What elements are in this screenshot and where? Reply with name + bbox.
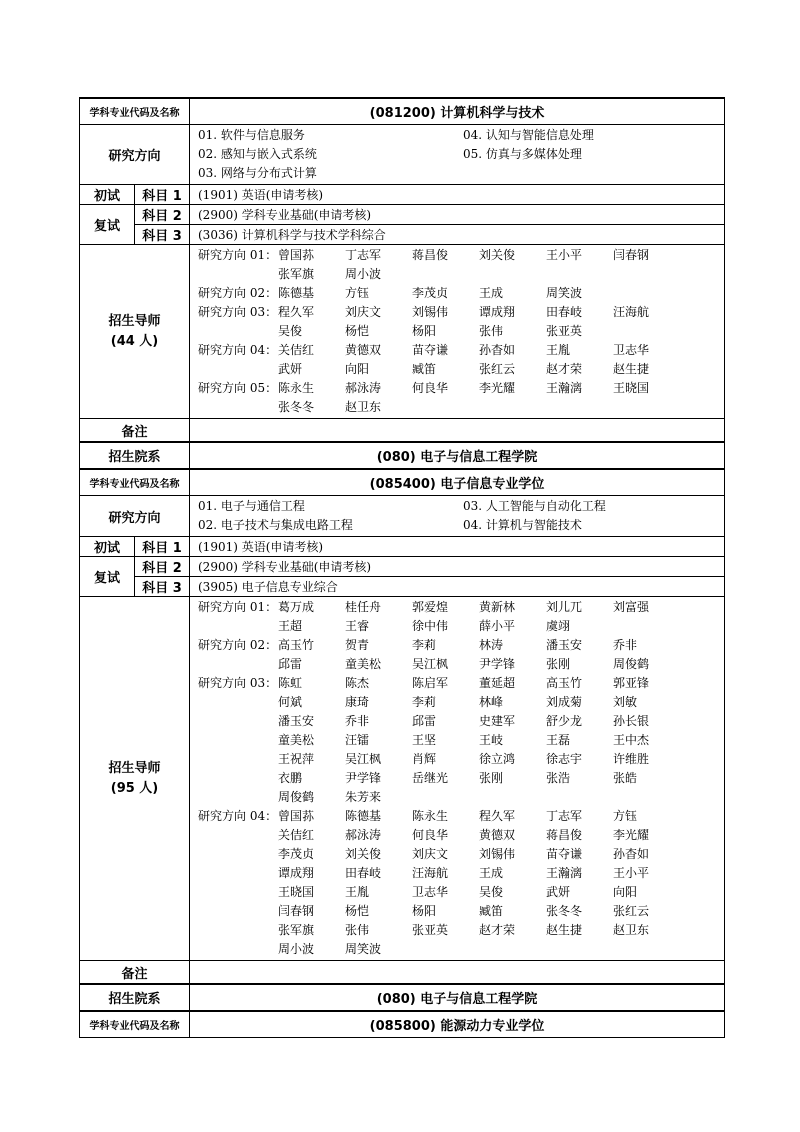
advisor-name: 刘关俊 bbox=[345, 847, 382, 861]
advisor-name: 李莉 bbox=[412, 638, 437, 652]
advisors-cell bbox=[190, 597, 725, 961]
advisor-name: 何良华 bbox=[412, 381, 449, 395]
advisor-name: 张军旗 bbox=[278, 923, 315, 937]
advisor-line bbox=[198, 341, 716, 360]
advisor-name: 王磊 bbox=[546, 733, 571, 747]
remarks-label: 备注 bbox=[80, 961, 190, 985]
research-direction-item: 04. 计算机与智能技术 bbox=[463, 518, 582, 532]
advisor-name: 周小波 bbox=[345, 267, 382, 281]
advisor-name bbox=[613, 284, 680, 303]
advisor-name: 何良华 bbox=[412, 828, 449, 842]
advisor-name: 王成 bbox=[479, 866, 504, 880]
research-direction-item: 04. 认知与智能信息处理 bbox=[463, 128, 594, 142]
program-code-label: 学科专业代码及名称 bbox=[80, 1011, 190, 1038]
subject-1-value: (1901) 英语(申请考核) bbox=[190, 185, 725, 205]
research-directions-label: 研究方向 bbox=[80, 496, 190, 537]
advisor-direction-label bbox=[198, 921, 278, 940]
advisor-name: 张刚 bbox=[479, 771, 504, 785]
advisor-direction-label: 研究方向 02： bbox=[198, 638, 278, 652]
advisor-name bbox=[479, 940, 546, 959]
advisor-name bbox=[546, 788, 613, 807]
advisor-name bbox=[613, 398, 680, 417]
advisor-name: 李茂贞 bbox=[278, 847, 315, 861]
admissions-table bbox=[79, 97, 725, 1038]
advisor-name bbox=[613, 322, 680, 341]
advisor-name: 李光耀 bbox=[479, 381, 516, 395]
advisor-line bbox=[198, 360, 716, 379]
advisor-name: 董延超 bbox=[479, 676, 516, 690]
advisor-name: 林涛 bbox=[479, 638, 504, 652]
advisors-label: 招生导师 bbox=[108, 760, 161, 776]
advisor-name: 尹学锋 bbox=[479, 657, 516, 671]
advisor-name: 王晓国 bbox=[613, 381, 650, 395]
subject-2-label: 科目 2 bbox=[135, 205, 190, 225]
advisor-name: 田春岐 bbox=[345, 866, 382, 880]
advisor-name bbox=[412, 940, 479, 959]
advisor-name: 何斌 bbox=[278, 695, 303, 709]
advisor-name: 王晓国 bbox=[278, 885, 315, 899]
advisor-name bbox=[412, 265, 479, 284]
advisor-direction-label bbox=[198, 864, 278, 883]
advisor-name: 虞翊 bbox=[546, 619, 571, 633]
advisor-name bbox=[546, 940, 613, 959]
subject-2-value: (2900) 学科专业基础(申请考核) bbox=[190, 205, 725, 225]
advisors-cell bbox=[190, 245, 725, 419]
advisor-name: 王超 bbox=[278, 619, 303, 633]
advisor-name: 乔非 bbox=[613, 638, 638, 652]
advisor-name: 张亚英 bbox=[412, 923, 449, 937]
advisor-line bbox=[198, 902, 716, 921]
subject-2-value: (2900) 学科专业基础(申请考核) bbox=[190, 557, 725, 577]
department-label: 招生院系 bbox=[80, 442, 190, 469]
advisor-name: 关佶红 bbox=[278, 828, 315, 842]
advisor-name: 王瀚漓 bbox=[546, 866, 583, 880]
advisor-name: 高玉竹 bbox=[546, 676, 583, 690]
advisor-direction-label bbox=[198, 940, 278, 959]
advisor-name: 舒少龙 bbox=[546, 714, 583, 728]
advisor-direction-label bbox=[198, 712, 278, 731]
exam-initial-label: 初试 bbox=[80, 185, 135, 205]
advisor-name: 陈德基 bbox=[345, 809, 382, 823]
advisor-name: 武妍 bbox=[546, 885, 571, 899]
advisor-line bbox=[198, 398, 716, 417]
advisor-name: 刘庆文 bbox=[412, 847, 449, 861]
remarks-row bbox=[80, 961, 725, 985]
advisor-name: 徐中伟 bbox=[412, 619, 449, 633]
advisor-name: 郝泳涛 bbox=[345, 828, 382, 842]
advisor-line bbox=[198, 598, 716, 617]
advisor-direction-label bbox=[198, 883, 278, 902]
advisor-line bbox=[198, 921, 716, 940]
advisor-name: 刘敏 bbox=[613, 695, 638, 709]
advisor-name: 王胤 bbox=[546, 343, 571, 357]
advisor-line bbox=[198, 693, 716, 712]
advisor-line bbox=[198, 769, 716, 788]
advisor-name: 刘关俊 bbox=[479, 248, 516, 262]
advisor-name: 周小波 bbox=[278, 942, 315, 956]
advisor-name: 王岐 bbox=[479, 733, 504, 747]
advisor-name: 刘富强 bbox=[613, 600, 650, 614]
advisor-name: 邱雷 bbox=[412, 714, 437, 728]
advisor-direction-label: 研究方向 02： bbox=[198, 286, 278, 300]
program-header-row bbox=[80, 1011, 725, 1038]
advisor-name: 丁志军 bbox=[345, 248, 382, 262]
remarks-value bbox=[190, 961, 725, 985]
advisor-name: 陈虹 bbox=[278, 676, 303, 690]
advisor-name: 郝泳涛 bbox=[345, 381, 382, 395]
research-directions-cell bbox=[190, 496, 725, 537]
advisor-name: 潘玉安 bbox=[546, 638, 583, 652]
advisor-line bbox=[198, 265, 716, 284]
advisor-name: 赵卫东 bbox=[613, 923, 650, 937]
advisor-name: 康琦 bbox=[345, 695, 370, 709]
advisor-line bbox=[198, 807, 716, 826]
advisor-name: 朱芳来 bbox=[345, 790, 382, 804]
subject-1-value: (1901) 英语(申请考核) bbox=[190, 537, 725, 557]
advisor-line bbox=[198, 750, 716, 769]
advisor-name: 黄德双 bbox=[345, 343, 382, 357]
remarks-value bbox=[190, 419, 725, 443]
advisor-name: 赵生捷 bbox=[546, 923, 583, 937]
advisor-name: 臧笛 bbox=[412, 362, 437, 376]
remarks-label: 备注 bbox=[80, 419, 190, 443]
advisor-name: 肖辉 bbox=[412, 752, 437, 766]
advisor-name: 孙杳如 bbox=[613, 847, 650, 861]
research-direction-item bbox=[463, 164, 703, 183]
advisor-name: 张浩 bbox=[546, 771, 571, 785]
advisor-name: 衣鹏 bbox=[278, 771, 303, 785]
exam-initial-label: 初试 bbox=[80, 537, 135, 557]
advisor-name bbox=[546, 265, 613, 284]
advisor-direction-label bbox=[198, 655, 278, 674]
advisors-count: (44 人) bbox=[110, 333, 159, 349]
advisor-line bbox=[198, 826, 716, 845]
advisor-line bbox=[198, 379, 716, 398]
advisor-name: 赵才荣 bbox=[479, 923, 516, 937]
research-directions-list bbox=[190, 125, 724, 184]
advisor-name: 张刚 bbox=[546, 657, 571, 671]
subject-1-label: 科目 1 bbox=[135, 537, 190, 557]
advisor-name bbox=[613, 265, 680, 284]
advisor-name: 汪海航 bbox=[412, 866, 449, 880]
advisor-name: 岳继光 bbox=[412, 771, 449, 785]
subject-2-label: 科目 2 bbox=[135, 557, 190, 577]
subject-3-label: 科目 3 bbox=[135, 577, 190, 597]
advisor-name bbox=[613, 617, 680, 636]
advisor-name: 童美松 bbox=[278, 733, 315, 747]
advisor-name: 刘儿兀 bbox=[546, 600, 583, 614]
research-directions-row bbox=[80, 496, 725, 537]
advisor-name: 张红云 bbox=[479, 362, 516, 376]
advisor-name: 王祝萍 bbox=[278, 752, 315, 766]
advisor-line bbox=[198, 845, 716, 864]
department-name: (080) 电子与信息工程学院 bbox=[190, 442, 725, 469]
advisor-name: 关佶红 bbox=[278, 343, 315, 357]
advisor-name: 葛万成 bbox=[278, 600, 315, 614]
research-directions-row bbox=[80, 125, 725, 185]
program-header-row bbox=[80, 98, 725, 125]
advisors-count: (95 人) bbox=[110, 780, 159, 796]
advisor-line bbox=[198, 284, 716, 303]
advisor-name: 王坚 bbox=[412, 733, 437, 747]
advisor-line bbox=[198, 655, 716, 674]
advisor-name bbox=[613, 940, 680, 959]
advisor-name: 孙长银 bbox=[613, 714, 650, 728]
advisor-name: 周笑波 bbox=[345, 942, 382, 956]
advisor-direction-label: 研究方向 03： bbox=[198, 676, 278, 690]
advisors-label: 招生导师 bbox=[108, 313, 161, 329]
advisor-name bbox=[412, 788, 479, 807]
advisor-name: 曾国荪 bbox=[278, 248, 315, 262]
advisor-name: 童美松 bbox=[345, 657, 382, 671]
program-code-name: (081200) 计算机科学与技术 bbox=[190, 98, 725, 125]
advisor-name: 尹学锋 bbox=[345, 771, 382, 785]
advisor-name: 张红云 bbox=[613, 904, 650, 918]
advisor-line bbox=[198, 246, 716, 265]
advisor-direction-label bbox=[198, 769, 278, 788]
advisor-line bbox=[198, 617, 716, 636]
admissions-table-body bbox=[80, 98, 725, 1038]
advisor-name: 李茂贞 bbox=[412, 286, 449, 300]
program-header-row bbox=[80, 469, 725, 496]
subject-1-label: 科目 1 bbox=[135, 185, 190, 205]
advisor-name: 杨恺 bbox=[345, 324, 370, 338]
advisor-name bbox=[412, 398, 479, 417]
advisor-name: 潘玉安 bbox=[278, 714, 315, 728]
advisor-line bbox=[198, 883, 716, 902]
advisor-direction-label: 研究方向 04： bbox=[198, 809, 278, 823]
exam-retest-label: 复试 bbox=[80, 205, 135, 245]
advisor-name: 乔非 bbox=[345, 714, 370, 728]
advisor-direction-label bbox=[198, 845, 278, 864]
advisor-name: 张冬冬 bbox=[546, 904, 583, 918]
research-direction-item: 02. 感知与嵌入式系统 bbox=[198, 147, 317, 161]
advisor-line bbox=[198, 864, 716, 883]
program-code-label: 学科专业代码及名称 bbox=[80, 98, 190, 125]
advisor-name: 卫志华 bbox=[613, 343, 650, 357]
advisor-name: 王中杰 bbox=[613, 733, 650, 747]
program-code-name: (085400) 电子信息专业学位 bbox=[190, 469, 725, 496]
department-name: (080) 电子与信息工程学院 bbox=[190, 984, 725, 1011]
advisor-name: 吴俊 bbox=[278, 324, 303, 338]
advisor-name: 刘成菊 bbox=[546, 695, 583, 709]
remarks-row bbox=[80, 419, 725, 443]
subject-3-value: (3905) 电子信息专业综合 bbox=[190, 577, 725, 597]
advisor-name: 黄新林 bbox=[479, 600, 516, 614]
advisor-direction-label: 研究方向 01： bbox=[198, 600, 278, 614]
advisor-direction-label bbox=[198, 788, 278, 807]
advisor-name bbox=[613, 788, 680, 807]
advisor-name: 陈德基 bbox=[278, 286, 315, 300]
advisor-name: 刘锡伟 bbox=[479, 847, 516, 861]
advisor-name: 王睿 bbox=[345, 619, 370, 633]
advisor-name bbox=[479, 788, 546, 807]
advisor-name: 武妍 bbox=[278, 362, 303, 376]
advisor-direction-label: 研究方向 04： bbox=[198, 343, 278, 357]
advisor-name bbox=[479, 398, 546, 417]
advisor-name: 陈永生 bbox=[278, 381, 315, 395]
advisors-row bbox=[80, 597, 725, 961]
advisor-name: 赵卫东 bbox=[345, 400, 382, 414]
program-code-name: (085800) 能源动力专业学位 bbox=[190, 1011, 725, 1038]
department-row bbox=[80, 984, 725, 1011]
advisor-name: 吴江枫 bbox=[412, 657, 449, 671]
advisor-name: 周笑波 bbox=[546, 286, 583, 300]
subject-3-value: (3036) 计算机科学与技术学科综合 bbox=[190, 225, 725, 245]
advisor-name: 郭爱煌 bbox=[412, 600, 449, 614]
advisor-name: 许维胜 bbox=[613, 752, 650, 766]
advisor-name: 桂任舟 bbox=[345, 600, 382, 614]
advisor-name: 陈启军 bbox=[412, 676, 449, 690]
advisor-name: 周俊鹤 bbox=[613, 657, 650, 671]
department-row bbox=[80, 442, 725, 469]
advisor-name: 田春岐 bbox=[546, 305, 583, 319]
exam-retest-row bbox=[80, 205, 725, 225]
advisor-name: 陈永生 bbox=[412, 809, 449, 823]
advisor-name: 向阳 bbox=[613, 885, 638, 899]
advisor-name: 汪镭 bbox=[345, 733, 370, 747]
advisor-direction-label bbox=[198, 902, 278, 921]
advisor-list bbox=[190, 245, 724, 418]
advisor-name: 程久军 bbox=[479, 809, 516, 823]
research-direction-item: 01. 电子与通信工程 bbox=[198, 499, 305, 513]
advisor-direction-label bbox=[198, 617, 278, 636]
advisor-direction-label bbox=[198, 265, 278, 284]
advisor-name: 薛小平 bbox=[479, 619, 516, 633]
advisor-name: 蒋昌俊 bbox=[412, 248, 449, 262]
exam-initial-row bbox=[80, 185, 725, 205]
advisor-name: 方钰 bbox=[345, 286, 370, 300]
advisor-name: 蒋昌俊 bbox=[546, 828, 583, 842]
advisor-name: 赵才荣 bbox=[546, 362, 583, 376]
advisor-name: 张亚英 bbox=[546, 324, 583, 338]
advisor-name: 苗夺谦 bbox=[412, 343, 449, 357]
advisor-name: 汪海航 bbox=[613, 305, 650, 319]
advisor-name: 贺青 bbox=[345, 638, 370, 652]
advisor-name: 黄德双 bbox=[479, 828, 516, 842]
advisor-name: 吴俊 bbox=[479, 885, 504, 899]
advisor-direction-label bbox=[198, 826, 278, 845]
program-code-label: 学科专业代码及名称 bbox=[80, 469, 190, 496]
exam-retest-row bbox=[80, 557, 725, 577]
advisor-list bbox=[190, 597, 724, 960]
research-directions-list bbox=[190, 496, 724, 536]
research-direction-item: 05. 仿真与多媒体处理 bbox=[463, 147, 582, 161]
advisor-name: 苗夺谦 bbox=[546, 847, 583, 861]
advisor-name: 李莉 bbox=[412, 695, 437, 709]
advisor-name: 王胤 bbox=[345, 885, 370, 899]
exam-retest-row bbox=[80, 577, 725, 597]
advisor-name: 刘锡伟 bbox=[412, 305, 449, 319]
exam-retest-row bbox=[80, 225, 725, 245]
research-direction-item: 03. 人工智能与自动化工程 bbox=[463, 499, 606, 513]
advisor-line bbox=[198, 940, 716, 959]
advisors-row bbox=[80, 245, 725, 419]
advisor-name: 程久军 bbox=[278, 305, 315, 319]
advisor-name: 张冬冬 bbox=[278, 400, 315, 414]
advisor-direction-label bbox=[198, 693, 278, 712]
advisor-name: 杨阳 bbox=[412, 904, 437, 918]
advisor-name: 刘庆文 bbox=[345, 305, 382, 319]
advisor-name: 徐志宇 bbox=[546, 752, 583, 766]
advisor-name: 谭成翔 bbox=[278, 866, 315, 880]
advisor-name: 闫春钢 bbox=[613, 248, 650, 262]
research-direction-item: 01. 软件与信息服务 bbox=[198, 128, 305, 142]
advisor-name: 孙杳如 bbox=[479, 343, 516, 357]
advisor-name: 王小平 bbox=[613, 866, 650, 880]
advisor-name: 史建军 bbox=[479, 714, 516, 728]
advisor-line bbox=[198, 788, 716, 807]
research-directions-label: 研究方向 bbox=[80, 125, 190, 185]
advisor-name: 吴江枫 bbox=[345, 752, 382, 766]
advisor-name: 赵生捷 bbox=[613, 362, 650, 376]
advisor-direction-label: 研究方向 05： bbox=[198, 381, 278, 395]
advisor-name: 郭亚锋 bbox=[613, 676, 650, 690]
research-direction-item: 03. 网络与分布式计算 bbox=[198, 166, 317, 180]
advisor-name: 谭成翔 bbox=[479, 305, 516, 319]
advisor-name: 方钰 bbox=[613, 809, 638, 823]
advisor-name: 王小平 bbox=[546, 248, 583, 262]
advisor-name: 林峰 bbox=[479, 695, 504, 709]
advisor-name: 丁志军 bbox=[546, 809, 583, 823]
research-directions-cell bbox=[190, 125, 725, 185]
advisor-line bbox=[198, 322, 716, 341]
advisor-direction-label bbox=[198, 731, 278, 750]
exam-initial-row bbox=[80, 537, 725, 557]
advisor-name: 向阳 bbox=[345, 362, 370, 376]
advisor-direction-label bbox=[198, 398, 278, 417]
advisor-name: 卫志华 bbox=[412, 885, 449, 899]
exam-retest-label: 复试 bbox=[80, 557, 135, 597]
advisor-name: 张军旗 bbox=[278, 267, 315, 281]
advisor-name: 张伟 bbox=[345, 923, 370, 937]
advisor-direction-label bbox=[198, 360, 278, 379]
advisor-line bbox=[198, 731, 716, 750]
advisor-direction-label: 研究方向 03： bbox=[198, 305, 278, 319]
advisor-name: 臧笛 bbox=[479, 904, 504, 918]
advisor-direction-label bbox=[198, 750, 278, 769]
advisor-name: 张皓 bbox=[613, 771, 638, 785]
advisor-line bbox=[198, 303, 716, 322]
advisor-name: 李光耀 bbox=[613, 828, 650, 842]
advisor-name: 闫春钢 bbox=[278, 904, 315, 918]
advisor-name: 陈杰 bbox=[345, 676, 370, 690]
research-direction-item: 02. 电子技术与集成电路工程 bbox=[198, 518, 353, 532]
advisors-label-cell bbox=[80, 597, 190, 961]
subject-3-label: 科目 3 bbox=[135, 225, 190, 245]
advisor-name: 曾国荪 bbox=[278, 809, 315, 823]
advisor-name: 王瀚漓 bbox=[546, 381, 583, 395]
department-label: 招生院系 bbox=[80, 984, 190, 1011]
advisor-line bbox=[198, 636, 716, 655]
advisor-name: 杨阳 bbox=[412, 324, 437, 338]
advisor-direction-label: 研究方向 01： bbox=[198, 248, 278, 262]
advisor-line bbox=[198, 674, 716, 693]
advisor-name: 高玉竹 bbox=[278, 638, 315, 652]
advisor-name: 徐立鸿 bbox=[479, 752, 516, 766]
advisor-line bbox=[198, 712, 716, 731]
advisors-label-cell bbox=[80, 245, 190, 419]
advisor-name: 周俊鹤 bbox=[278, 790, 315, 804]
advisor-name: 杨恺 bbox=[345, 904, 370, 918]
advisor-name bbox=[546, 398, 613, 417]
advisor-name bbox=[479, 265, 546, 284]
advisor-name: 邱雷 bbox=[278, 657, 303, 671]
advisor-direction-label bbox=[198, 322, 278, 341]
advisor-name: 张伟 bbox=[479, 324, 504, 338]
advisor-name: 王成 bbox=[479, 286, 504, 300]
